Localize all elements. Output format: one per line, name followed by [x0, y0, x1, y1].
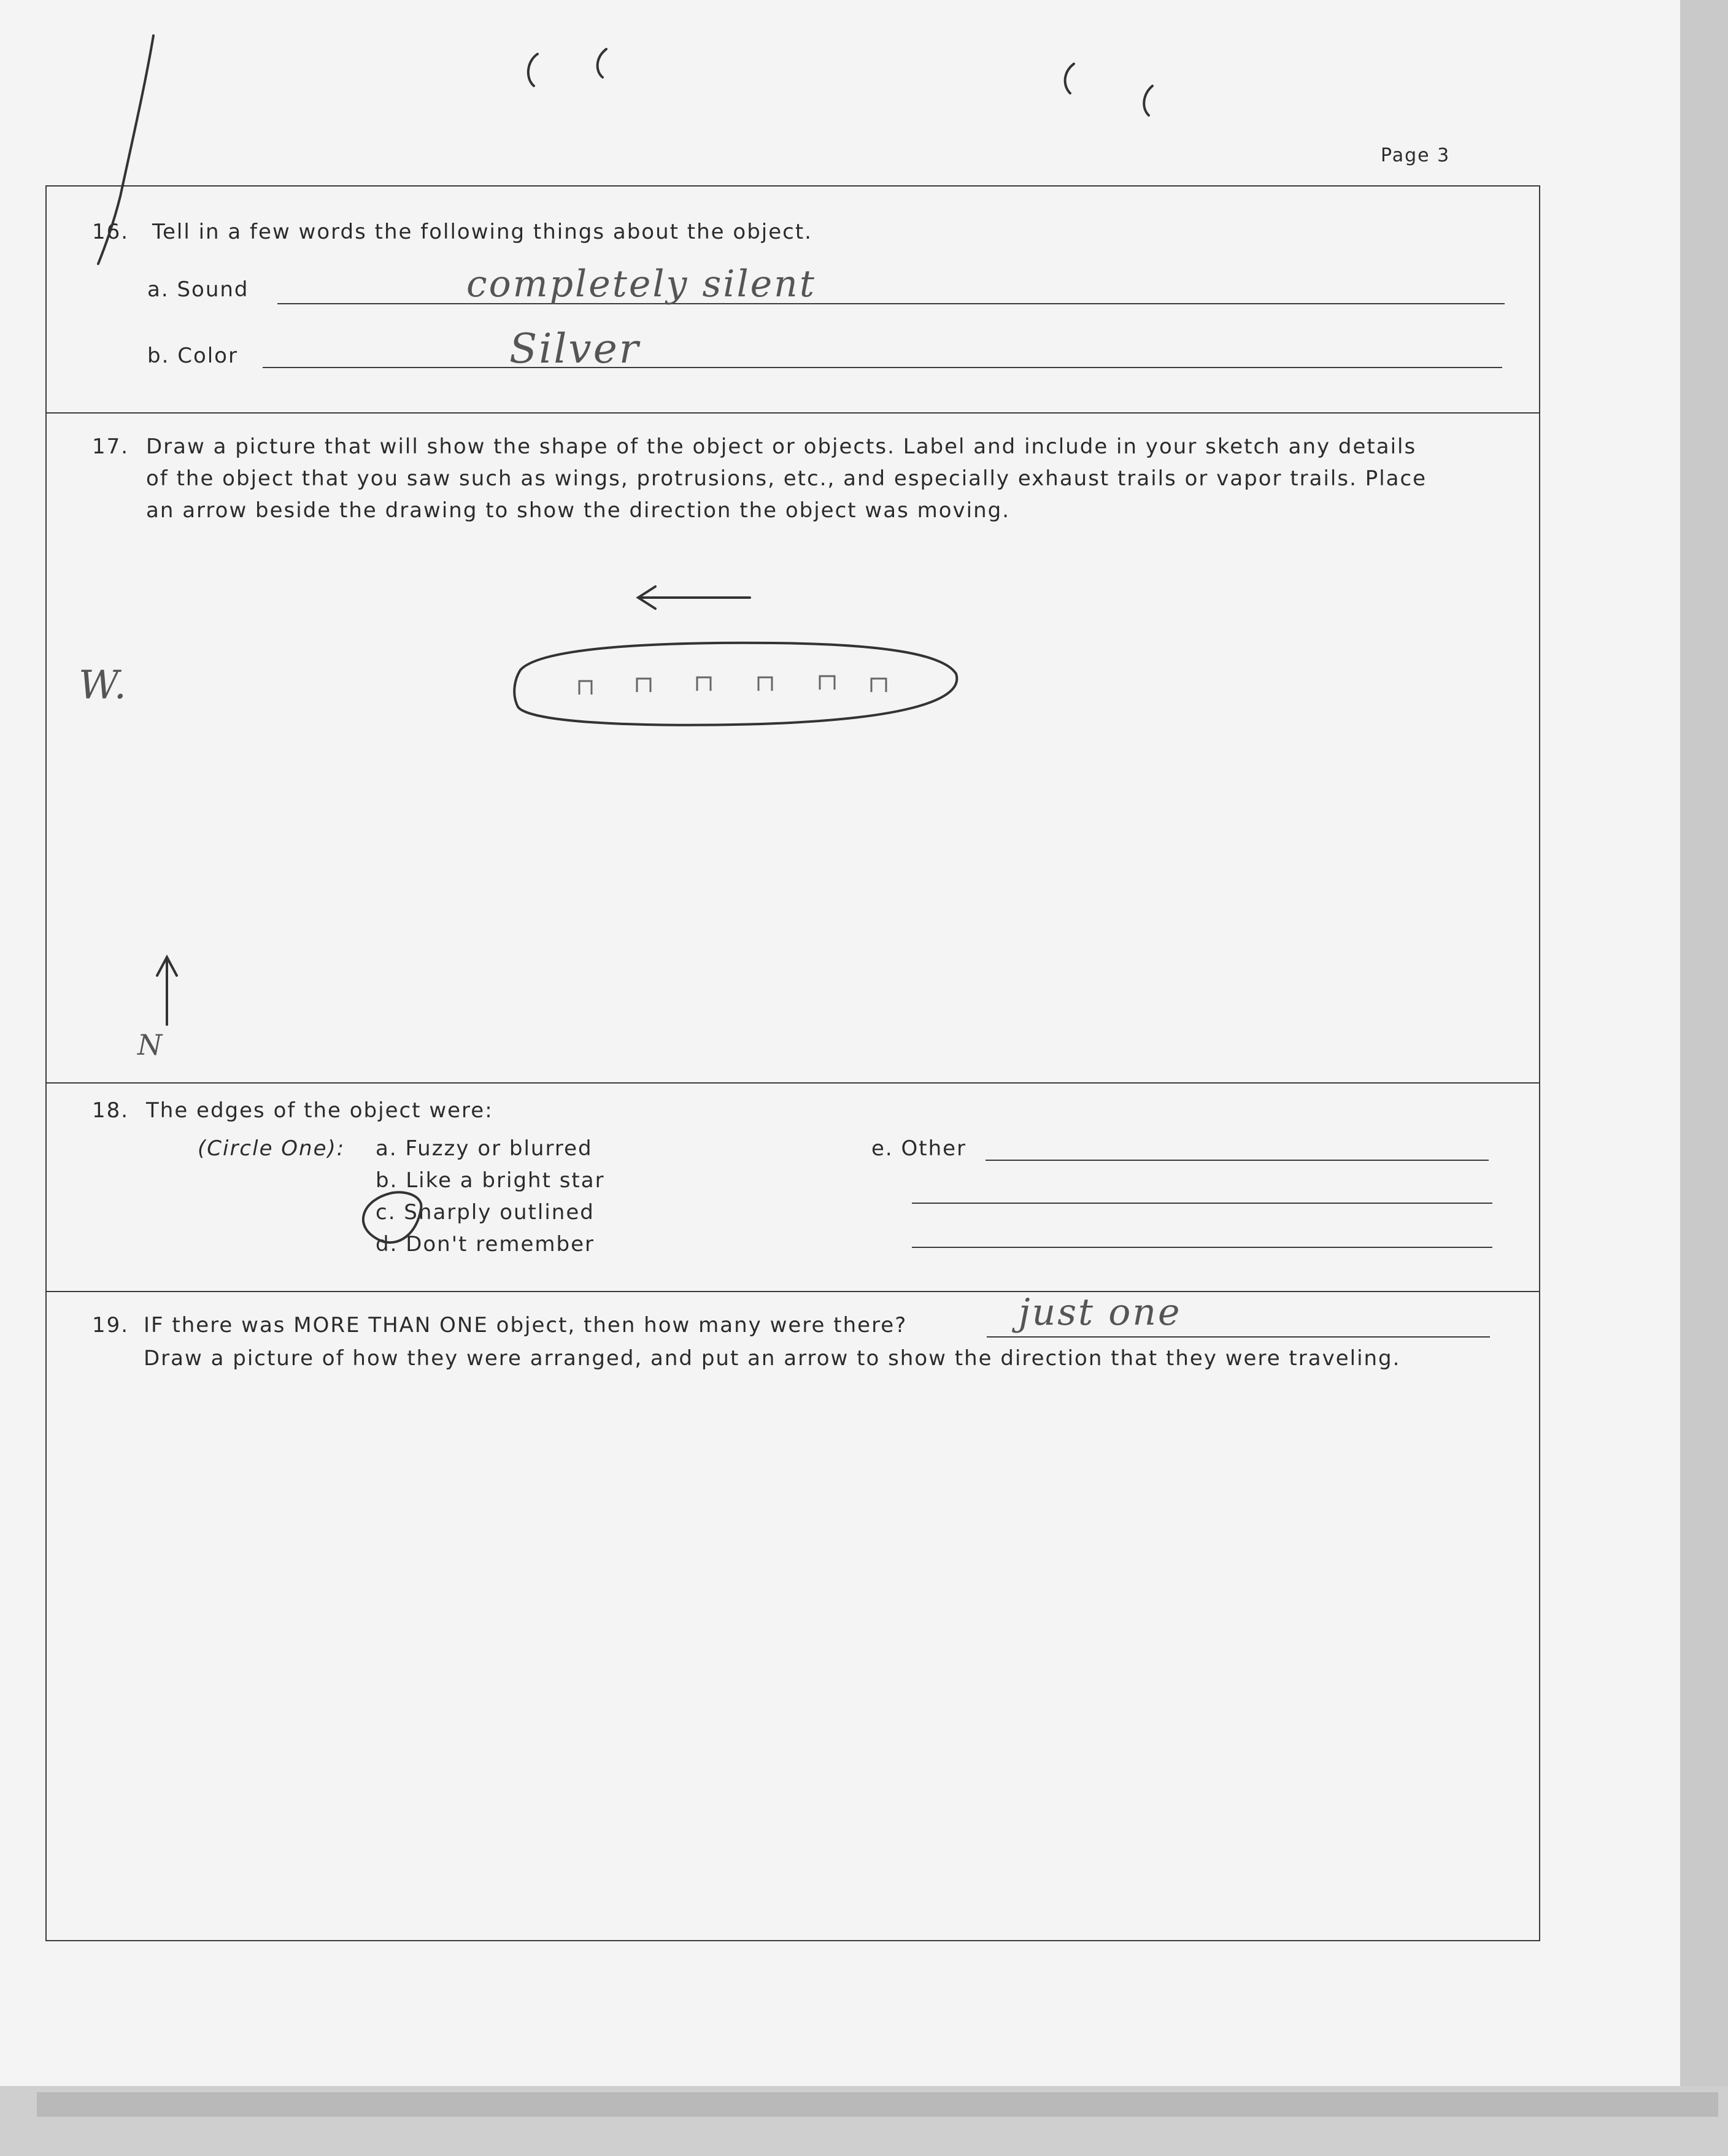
north-arrow-icon — [157, 957, 177, 1025]
q17-number: 17. — [92, 434, 129, 459]
punch-mark-4 — [1144, 86, 1152, 115]
q16-color-answer: Silver — [509, 325, 641, 372]
margin-stroke — [98, 36, 153, 264]
punch-mark-3 — [1065, 64, 1074, 93]
q18-instruction: (Circle One): — [198, 1136, 345, 1161]
sketch-label-north: N — [137, 1028, 164, 1061]
page-number: Page 3 — [1381, 145, 1451, 166]
q19-line-1: IF there was MORE THAN ONE object, then how many were there? — [144, 1313, 908, 1338]
object-windows — [579, 676, 886, 695]
q18-option-d: d. Don't remember — [376, 1232, 595, 1257]
q16-sound-answer: completely silent — [466, 263, 816, 306]
q19-number: 19. — [92, 1313, 129, 1338]
q17-line-1: Draw a picture that will show the shape of the object or objects. Label and include in your sketch any details — [146, 434, 1417, 459]
q16-color-label: b. Color — [147, 344, 238, 368]
object-outline — [514, 643, 957, 725]
q18-option-a: a. Fuzzy or blurred — [376, 1136, 593, 1161]
q17-line-2: of the object that you saw such as wings, protrusions, etc., and especially exhaust trails or vapor trails. Place — [146, 466, 1427, 491]
q16-sound-label: a. Sound — [147, 277, 249, 302]
q18-number: 18. — [92, 1098, 129, 1123]
q18-prompt: The edges of the object were: — [146, 1098, 493, 1123]
q18-option-e: e. Other — [871, 1136, 967, 1161]
sketch-label-west: W. — [79, 663, 128, 708]
q19-line-2: Draw a picture of how they were arranged, and put an arrow to show the direction that they were traveling. — [144, 1346, 1401, 1371]
punch-mark-2 — [598, 49, 606, 77]
q18-option-b: b. Like a bright star — [376, 1168, 605, 1193]
punch-mark-1 — [528, 54, 538, 86]
q19-answer: just one — [1019, 1291, 1182, 1334]
direction-arrow-west-icon — [638, 587, 750, 609]
q16-number: 16. — [92, 220, 129, 244]
q18-option-c: c. Sharply outlined — [376, 1200, 595, 1225]
q16-prompt: Tell in a few words the following things about the object. — [152, 220, 812, 244]
selection-circle — [363, 1192, 422, 1242]
q17-line-3: an arrow beside the drawing to show the direction the object was moving. — [146, 498, 1011, 523]
